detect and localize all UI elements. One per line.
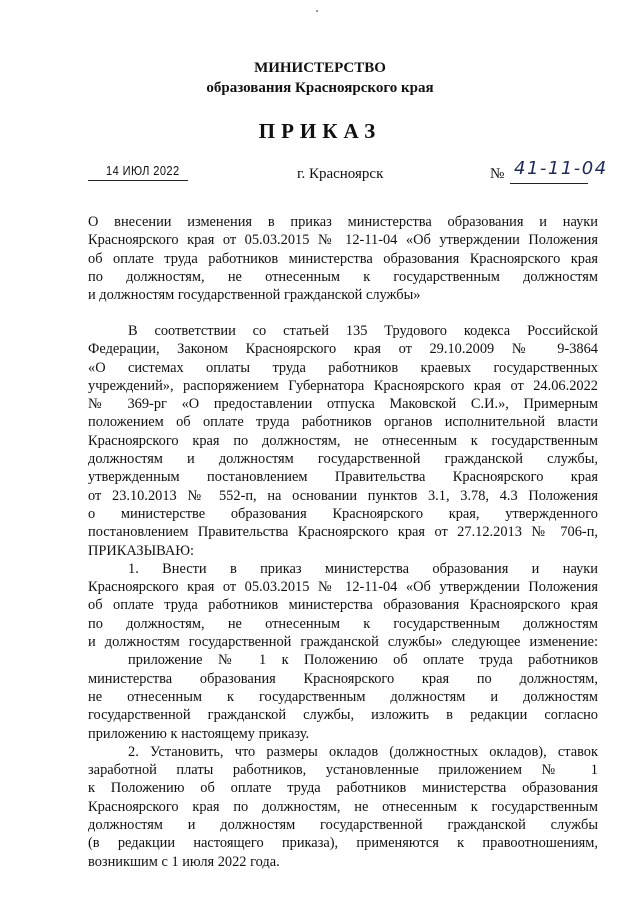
order-subject [88,213,598,304]
body-line: приложение № 1 к Положению об оплате труда работников [128,652,598,669]
body-line: государственной гражданской службы, изложить в редакции согласно [88,707,598,724]
body-line: и должностям государственной гражданской службы» следующее изменение: [88,634,598,651]
body-line: возникшим с 1 июля 2022 года. [88,853,280,870]
body-line: утвержденным постановлением Правительства Красноярского края [88,469,598,486]
order-body [88,322,598,871]
body-line: 2. Установить, что размеры окладов (должностных окладов), ставок [128,743,598,760]
body-line: В соответствии со статьей 135 Трудового кодекса Российской [128,323,598,339]
body-line: по должностям, не отнесенным к государственным должностям [88,615,598,632]
ministry-title: МИНИСТЕРСТВО [254,60,386,76]
body-line: постановлением Правительства Красноярского края от 27.12.2013 № 706-п, [88,524,598,541]
document-type: ПРИКАЗ [258,119,382,143]
body-line: 1. Внести в приказ министерства образования и науки [128,560,598,577]
body-line: министерства образования Красноярского края по должностям, [88,670,598,687]
body-line: к Положению об оплате труда работников министерства образования [88,780,598,797]
scan-speck [316,10,318,12]
order-number-handwritten: 41-11-04 [514,158,608,179]
body-line: ПРИКАЗЫВАЮ: [88,542,195,559]
ministry-subtitle: образования Красноярского края [206,80,434,96]
number-underline [510,183,588,184]
body-line: от 23.10.2013 № 552-п, на основании пунктов 3.1, 3.78, 4.3 Положения [88,487,598,504]
body-line: положением об оплате труда работников органов исполнительной власти [88,414,598,431]
body-line: Красноярского края от 05.03.2015 № 12-11-04 «Об утверждении Положения [88,579,598,596]
order-date-stamp: 14 ИЮЛ 2022 [106,163,180,178]
body-line: Красноярского края по должностям, не отнесенным к государственным [88,798,598,815]
subject-line: и должностям государственной гражданской службы» [88,287,421,304]
date-underline [88,180,188,181]
number-sign: № [490,166,505,182]
body-line: не отнесенным к государственным должностям и должностям [88,688,598,705]
body-line: № 369-рг «О предоставлении отпуска Маковской С.И.», Примерным [88,396,598,413]
body-line: (в редакции настоящего приказа), применяются к правоотношениям, [88,835,598,852]
subject-line: Красноярского края от 05.03.2015 № 12-11-04 «Об утверждении Положения [88,232,598,249]
body-line: об оплате труда работников министерства образования Красноярского края [88,597,598,614]
body-line: «О системах оплаты труда работников краевых государственных [88,359,598,376]
body-line: Федерации, Законом Красноярского края от 29.10.2009 № 9-3864 [88,341,598,358]
body-line: учреждений», распоряжением Губернатора Красноярского края от 24.06.2022 [88,377,598,394]
body-line: заработной платы работников, установленные приложением № 1 [88,762,598,779]
body-line: должностям и должностям государственной гражданской службы [88,817,598,834]
subject-line: по должностям, не отнесенным к государственным должностям [88,268,598,285]
subject-line: О внесении изменения в приказ министерства образования и науки [88,214,598,230]
subject-line: об оплате труда работников министерства образования Красноярского края [88,250,598,267]
body-line: о министерстве образования Красноярского края, утвержденного [88,505,598,522]
body-line: приложению к настоящему приказу. [88,725,310,742]
body-line: должностям и должностям государственной гражданской службы, [88,451,598,468]
body-line: Красноярского края по должностям, не отнесенным к государственным [88,432,598,449]
order-city: г. Красноярск [297,166,384,182]
